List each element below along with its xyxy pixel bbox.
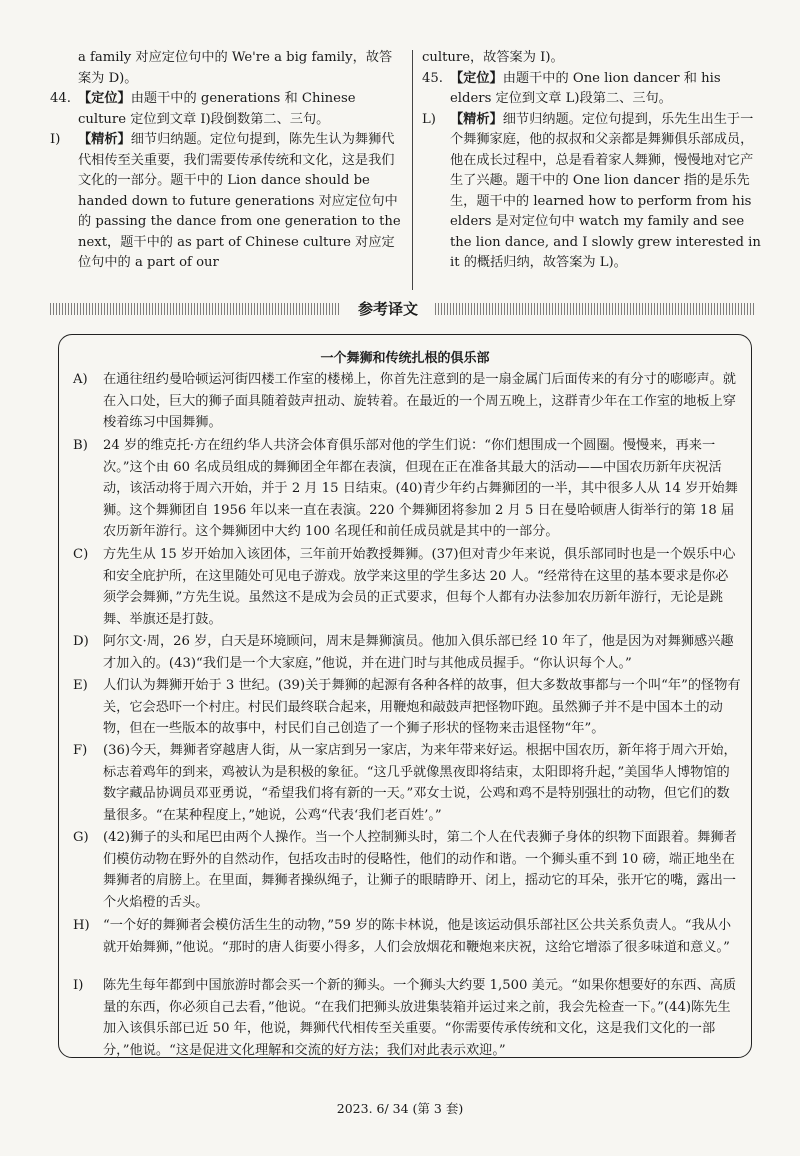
section-title: 参考译文 (357, 300, 418, 318)
paragraph-text: 阿尔文·周，26 岁，白天是环境顾问，周末是舞狮演员。他加入俱乐部已经 10 年了，他是因为对舞狮感兴趣才加入的。(43)“我们是一个大家庭，”他说，并在进门时与其他成员握手。“你认识每个人。” (103, 634, 734, 671)
question-number: 45. (422, 70, 443, 86)
paragraph-i (73, 975, 741, 1061)
paragraph-label: A) (73, 372, 88, 387)
paragraph-label: H) (73, 918, 90, 933)
continued-text: culture，故答案为 I)。 (422, 50, 564, 65)
section-banner (50, 300, 755, 318)
locate-text: 由题干中的 One lion dancer 和 his elders 定位到文章 L)段第二、三句。 (450, 70, 721, 106)
paragraph-e (73, 675, 741, 740)
paragraph-b (73, 435, 741, 543)
paragraph-text: 24 岁的维克托·方在纽约华人共济会体育俱乐部对他的学生们说：“你们想围成一个圆圈。慢慢来，再来一次。”这个由 60 名成员组成的舞狮团全年都在表演，但现在正在准备其最大的活动——中国农历新年庆祝活动，该活动将于周六开始，并于 2 月 15 日结束。(40)青少年约占舞狮团的一半，其中很多人从 14 岁开始舞狮。这个舞狮团自 1956 年以来一直在表演。220 个舞狮团将参加 2 月 5 日在曼哈顿唐人街举行的第 18 届农历新年游行。这个舞狮团中大约 100 名现任和前任成员就是其中的一部分。 (103, 438, 738, 539)
answer-explanations-right (422, 48, 762, 274)
continued-text: a family 对应定位句中的 We're a big family，故答案为 D)。 (78, 50, 393, 86)
translation-box (58, 334, 752, 1058)
locate-tag: 【定位】 (78, 91, 131, 106)
paragraph-label: D) (73, 634, 89, 649)
answer-explanations-left (50, 48, 404, 274)
paragraph-a (73, 369, 741, 434)
analysis-tag: 【精析】 (78, 132, 131, 147)
paragraph-text: (42)狮子的头和尾巴由两个人操作。当一个人控制狮头时，第二个人在代表狮子身体的织物下面跟着。舞狮者们模仿动物在野外的自然动作，包括攻击时的侵略性，他们的动作和谐。一个狮头重不到 10 磅，端正地坐在舞狮者的肩膀上。在里面，舞狮者操纵绳子，让狮子的眼睛睁开、闭上，摇动它的耳朵，张开它的嘴，露出一个火焰橙的舌头。 (103, 830, 737, 910)
paragraph-label: F) (73, 743, 88, 758)
column-divider (412, 50, 413, 290)
paragraph-f (73, 740, 741, 826)
paragraph-text: (36)今天，舞狮者穿越唐人街，从一家店到另一家店，为来年带来好运。根据中国农历，新年将于周六开始，标志着鸡年的到来，鸡被认为是积极的象征。“这几乎就像黑夜即将结束，太阳即将升起，”美国华人博物馆的数字藏品协调员邓亚勇说，“希望我们将有新的一天。”邓女士说，公鸡和鸡不是特别强壮的动物，但它们的数量很多。“在某种程度上，”她说，公鸡“代表‘我们老百姓’。” (103, 743, 737, 823)
answer-letter: L) (422, 111, 436, 127)
locate-tag: 【定位】 (450, 70, 503, 86)
analysis-text: 细节归纳题。定位句提到，乐先生出生于一个舞狮家庭，他的叔叔和父亲都是舞狮俱乐部成员，他在成长过程中，总是看着家人舞狮，慢慢地对它产生了兴趣。题干中的 One lion dancer 指的是乐先生，题干中的 learned how to perform from his elders 是对定位句中 watch my family and see the lion dance, and I slowly grew interested in it 的概括归纳，故答案为 L)。 (450, 111, 761, 270)
paragraph-c (73, 544, 741, 630)
paragraph-text: 陈先生每年都到中国旅游时都会买一个新的狮头。一个狮头大约要 1,500 美元。“如果你想要好的东西、高质量的东西，你必须自己去看，”他说。“在我们把狮头放进集装箱并运过来之前，我会先检查一下。”(44)陈先生加入该俱乐部已近 50 年，他说，舞狮代代相传至关重要。“你需要传承传统和文化，这是我们文化的一部分，”他说。“这是促进文化理解和交流的好方法；我们对此表示欢迎。” (103, 978, 737, 1058)
paragraph-text: 人们认为舞狮开始于 3 世纪。(39)关于舞狮的起源有各种各样的故事，但大多数故事都与一个叫“年”的怪物有关，它会恐吓一个村庄。村民们最终联合起来，用鞭炮和敲鼓声把怪物吓跑。虽然狮子并不是中国本土的动物，但在一些版本的故事中，村民们自己创造了一个狮子形状的怪物来击退怪物“年”。 (103, 678, 741, 736)
question-45 (422, 69, 762, 110)
banner-pattern-left (50, 303, 340, 315)
answer-letter: I) (50, 132, 61, 147)
paragraph-h (73, 915, 741, 958)
paragraph-g (73, 827, 741, 913)
analysis-text: 细节归纳题。定位句提到，陈先生认为舞狮代代相传至关重要，我们需要传承传统和文化，这是我们文化的一部分。题干中的 Lion dance should be handed down to future generations 对应定位句中的 passing the dance from one generation to the next，题干中的 as part of Chinese culture 对应定位句中的 a part of our (78, 132, 401, 270)
page-footer: 2023. 6/ 34 (第 3 套) (336, 1101, 464, 1116)
locate-text: 由题干中的 generations 和 Chinese culture 定位到文章 I)段倒数第二、三句。 (78, 91, 356, 127)
paragraph-text: 在通往纽约曼哈顿运河街四楼工作室的楼梯上，你首先注意到的是一扇金属门后面传来的有分寸的嘭嘭声。就在入口处，巨大的狮子面具随着鼓声扭动、旋转着。在最近的一个周五晚上，这群青少年在工作室的地板上穿梭着练习中国舞狮。 (103, 372, 736, 430)
paragraph-d (73, 631, 741, 674)
banner-pattern-right (435, 303, 755, 315)
paragraph-text: 方先生从 15 岁开始加入该团体，三年前开始教授舞狮。(37)但对青少年来说，俱乐部同时也是一个娱乐中心和安全庇护所，在这里随处可见电子游戏。放学来这里的学生多达 20 人。“经常待在这里的基本要求是你必须学会舞狮，”方先生说。虽然这不是成为会员的正式要求，但每个人都有办法参加农历新年游行，无论是跳舞、举旗还是打鼓。 (103, 547, 736, 627)
question-number: 44. (50, 91, 71, 106)
paragraph-text: “一个好的舞狮者会模仿活生生的动物，”59 岁的陈卡林说，他是该运动俱乐部社区公共关系负责人。“我从小就开始舞狮，”他说。“那时的唐人街要小得多，人们会放烟花和鞭炮来庆祝，这给它增添了很多味道和意义。” (103, 918, 732, 955)
question-44-analysis (50, 130, 404, 274)
paragraph-label: I) (73, 978, 84, 993)
paragraph-label: C) (73, 547, 89, 562)
paragraph-label: G) (73, 830, 89, 845)
analysis-tag: 【精析】 (450, 111, 503, 127)
paragraph-label: E) (73, 678, 88, 693)
question-45-analysis (422, 110, 762, 274)
paragraph-label: B) (73, 438, 88, 453)
article-title: 一个舞狮和传统扎根的俱乐部 (320, 351, 490, 366)
question-44 (50, 89, 404, 130)
